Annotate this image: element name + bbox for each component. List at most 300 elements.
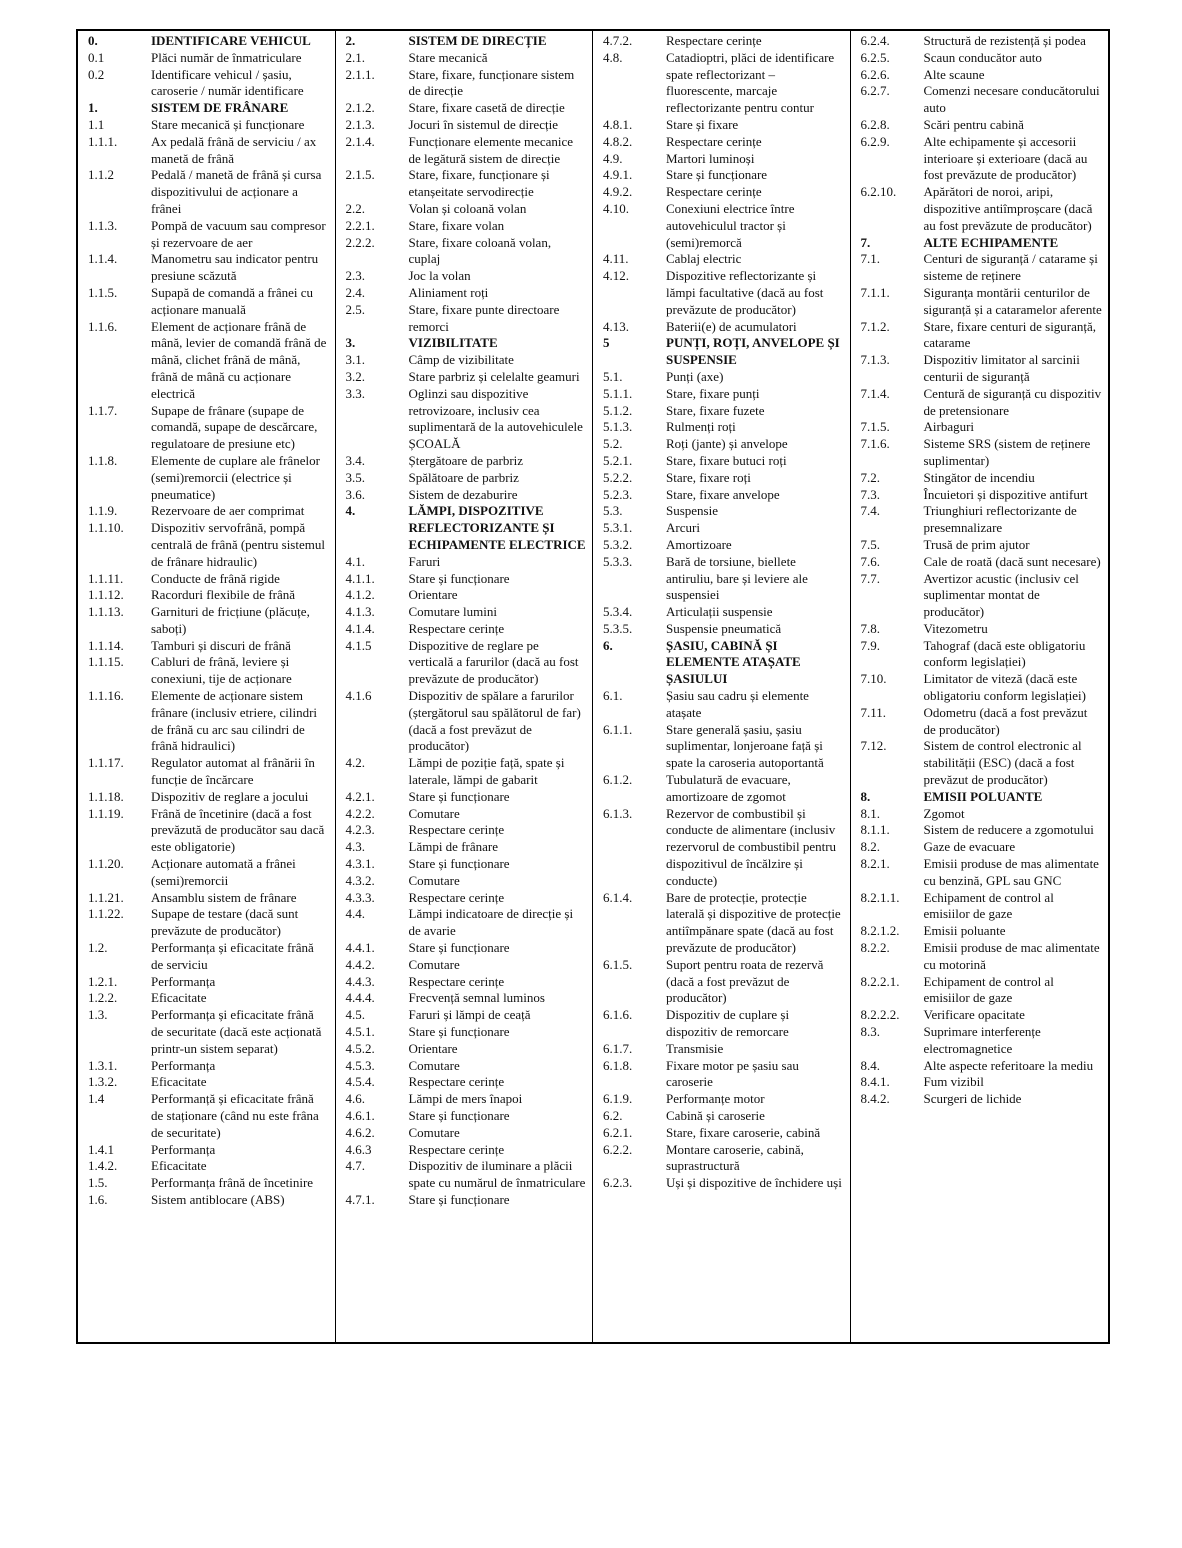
item-number: 7.12. xyxy=(860,738,887,754)
item-number: 0.1 xyxy=(88,49,105,65)
section-heading-row xyxy=(88,33,329,50)
item-number: 1.1.20. xyxy=(88,856,124,872)
item-number: 1. xyxy=(88,100,98,116)
item-number: 4.1.2. xyxy=(345,587,375,603)
table-row xyxy=(861,487,1103,504)
item-number: 4.8.1. xyxy=(603,116,633,132)
item-text: Rezervor de combustibil și conducte de alimentare (inclusiv rezervorul de combustibil pentru dispozitivul de încălzire și conducte) xyxy=(666,805,837,888)
table-row xyxy=(603,201,844,251)
item-text: Trusă de prim ajutor xyxy=(923,536,1030,552)
item-text: Lămpi de mers înapoi xyxy=(408,1091,523,1107)
item-number: 1.1.9. xyxy=(88,503,118,519)
item-number: 5.2.2. xyxy=(603,469,633,485)
item-text: Faruri și lămpi de ceață xyxy=(408,1007,531,1023)
table-row xyxy=(346,100,587,117)
item-text: Spălătoare de parbriz xyxy=(408,469,519,485)
item-text: Sistem de dezaburire xyxy=(408,486,518,502)
item-text: Stare, fixare, funcționare și etanșeitate servodirecție xyxy=(408,167,550,200)
item-number: 7.1.4. xyxy=(860,385,890,401)
table-row xyxy=(861,1024,1103,1058)
item-number: 5.1.1. xyxy=(603,385,633,401)
item-text: Stare, fixare roți xyxy=(666,469,751,485)
item-text: Comutare xyxy=(408,872,460,888)
item-number: 7.6. xyxy=(860,553,880,569)
table-row xyxy=(88,1007,329,1057)
item-number: 1.3. xyxy=(88,1007,108,1023)
item-text: Pedală / manetă de frână și cursa dispozitivului de acționare a frânei xyxy=(151,167,322,216)
item-number: 8.1. xyxy=(860,805,880,821)
item-text: Gaze de evacuare xyxy=(923,839,1016,855)
table-row xyxy=(346,940,587,957)
table-row xyxy=(861,537,1103,554)
item-number: 1.1.1. xyxy=(88,133,118,149)
item-number: 6.1.9. xyxy=(603,1091,633,1107)
item-text: LĂMPI, DISPOZITIVE REFLECTORIZANTE ȘI ECHIPAMENTE ELECTRICE xyxy=(408,503,586,552)
table-row xyxy=(88,890,329,907)
item-text: Limitator de viteză (dacă este obligatoriu conform legislației) xyxy=(923,671,1086,704)
table-row xyxy=(88,688,329,755)
table-row xyxy=(603,604,844,621)
item-number: 6.2.4. xyxy=(860,33,890,48)
item-number: 1.1.18. xyxy=(88,788,124,804)
item-number: 1.1.17. xyxy=(88,755,124,771)
table-row xyxy=(861,67,1103,84)
table-row xyxy=(346,134,587,168)
table-row xyxy=(88,1142,329,1159)
item-text: Element de acționare frână de mână, levier de comandă frână de mână, clichet frână de mână, frână de mână cu acționare electrică xyxy=(151,318,327,401)
table-row xyxy=(346,974,587,991)
table-row xyxy=(603,184,844,201)
table-row xyxy=(603,50,844,117)
item-text: Șasiu sau cadru și elemente atașate xyxy=(666,688,809,720)
table-row xyxy=(88,974,329,991)
item-number: 4.2.3. xyxy=(345,822,375,838)
item-text: Joc la volan xyxy=(408,268,471,284)
item-number: 2.1.3. xyxy=(345,116,375,132)
table-row xyxy=(861,671,1103,705)
item-number: 1.1.16. xyxy=(88,688,124,704)
item-number: 1.2. xyxy=(88,940,108,956)
item-text: Stare și funcționare xyxy=(666,167,768,183)
table-row xyxy=(603,503,844,520)
item-text: ȘASIU, CABINĂ ȘI ELEMENTE ATAȘATE ȘASIULUI xyxy=(666,637,801,687)
item-number: 2.1.4. xyxy=(345,133,375,149)
table-row xyxy=(88,251,329,285)
item-text: Pompă de vacuum sau compresor și rezervoare de aer xyxy=(151,217,326,250)
item-number: 4.1.4. xyxy=(345,620,375,636)
table-row xyxy=(346,201,587,218)
table-row xyxy=(861,503,1103,537)
table-row xyxy=(346,1058,587,1075)
item-number: 4.11. xyxy=(603,251,629,267)
item-text: Comutare xyxy=(408,1057,460,1073)
item-text: Performanța și eficacitate frână de serviciu xyxy=(151,940,314,972)
section-heading-row xyxy=(346,33,587,50)
item-text: Suport pentru roata de rezervă (dacă a fost prevăzut de producător) xyxy=(666,956,824,1006)
item-text: Bare de protecție, protecție laterală și dispozitive de protecție antiîmpănare spate (dacă au fost prevăzute de producător) xyxy=(666,889,841,956)
item-number: 3.2. xyxy=(345,368,365,384)
table-row xyxy=(346,285,587,302)
table-row xyxy=(861,571,1103,621)
table-row xyxy=(346,167,587,201)
table-row xyxy=(346,890,587,907)
item-text: Verificare opacitate xyxy=(923,1007,1025,1023)
table-row xyxy=(861,285,1103,319)
item-number: 7.11. xyxy=(860,704,887,720)
item-number: 4.4.2. xyxy=(345,956,375,972)
item-text: Avertizor acustic (inclusiv cel suplimentar montat de producător) xyxy=(923,570,1079,620)
item-text: Comutare lumini xyxy=(408,604,497,620)
item-text: Volan și coloană volan xyxy=(408,200,527,216)
item-number: 8.2.1.2. xyxy=(860,923,900,939)
item-number: 4.4.1. xyxy=(345,940,375,956)
item-number: 4.9.2. xyxy=(603,184,633,200)
table-row xyxy=(346,453,587,470)
item-text: Stare, fixare punte directoare remorci xyxy=(408,301,560,334)
item-number: 6.1.7. xyxy=(603,1040,633,1056)
item-text: Dispozitiv de iluminare a plăcii spate cu numărul de înmatriculare xyxy=(408,1158,586,1191)
item-text: Suspensie xyxy=(666,503,718,519)
item-number: 5.3.3. xyxy=(603,553,633,569)
table-row xyxy=(603,436,844,453)
item-text: Stare și funcționare xyxy=(408,856,510,872)
item-text: Performanța frână de încetinire xyxy=(151,1175,314,1191)
item-number: 4.5.3. xyxy=(345,1057,375,1073)
table-row xyxy=(603,1142,844,1176)
item-text: Stare, fixare coloană volan, cuplaj xyxy=(408,234,552,267)
table-row xyxy=(346,1041,587,1058)
table-row xyxy=(603,957,844,1007)
item-text: Respectare cerințe xyxy=(408,889,505,905)
table-row xyxy=(346,67,587,101)
item-number: 1.1.19. xyxy=(88,805,124,821)
table-row xyxy=(603,470,844,487)
item-number: 2.1.2. xyxy=(345,100,375,116)
table-row xyxy=(603,520,844,537)
item-number: 4.3.1. xyxy=(345,856,375,872)
table-column-3 xyxy=(593,31,851,1342)
table-row xyxy=(861,50,1103,67)
item-text: Dispozitiv servofrână, pompă centrală de frână (pentru sistemul de frânare hidraulic) xyxy=(151,520,325,569)
item-number: 1.1.7. xyxy=(88,402,118,418)
item-number: 1.4.2. xyxy=(88,1158,118,1174)
item-number: 8.2.1. xyxy=(860,856,890,872)
item-text: IDENTIFICARE VEHICUL xyxy=(151,33,311,48)
table-row xyxy=(346,1074,587,1091)
item-text: Roți (jante) și anvelope xyxy=(666,436,788,452)
item-text: Performanța și eficacitate frână de securitate (dacă este acționată printr-un sistem separat) xyxy=(151,1007,322,1056)
item-text: Acționare automată a frânei (semi)remorcii xyxy=(151,856,296,888)
item-text: Echipament de control al emisiilor de gaze xyxy=(923,889,1054,922)
table-row xyxy=(603,453,844,470)
table-row xyxy=(346,487,587,504)
table-row xyxy=(346,822,587,839)
item-number: 1.6. xyxy=(88,1191,108,1207)
item-text: Centuri de siguranță / catarame și sisteme de reținere xyxy=(923,251,1098,284)
item-text: Alte scaune xyxy=(923,66,985,82)
table-row xyxy=(88,167,329,217)
item-text: Stare și funcționare xyxy=(408,570,510,586)
item-number: 5.3.1. xyxy=(603,520,633,536)
item-text: Articulații suspensie xyxy=(666,604,773,620)
item-number: 1.1.15. xyxy=(88,654,124,670)
item-text: Câmp de vizibilitate xyxy=(408,352,514,368)
item-number: 6.2.10. xyxy=(860,184,897,200)
item-text: Baterii(e) de acumulatori xyxy=(666,318,797,334)
item-text: Tahograf (dacă este obligatoriu conform legislației) xyxy=(923,637,1086,670)
item-number: 1.1 xyxy=(88,116,105,132)
item-text: Stare, fixare casetă de direcție xyxy=(408,100,565,116)
table-row xyxy=(603,251,844,268)
item-text: PUNȚI, ROȚI, ANVELOPE ȘI SUSPENSIE xyxy=(666,335,840,368)
item-text: Respectare cerințe xyxy=(408,973,505,989)
item-text: Cablaj electric xyxy=(666,251,742,267)
table-row xyxy=(603,554,844,604)
item-number: 4.1.3. xyxy=(345,604,375,620)
item-number: 7.1.3. xyxy=(860,352,890,368)
item-number: 2.2. xyxy=(345,200,365,216)
table-row xyxy=(603,772,844,806)
item-text: Lămpi de poziție față, spate și laterale, lămpi de gabarit xyxy=(408,755,565,788)
table-row xyxy=(346,806,587,823)
item-number: 4.6.2. xyxy=(345,1124,375,1140)
item-text: Structură de rezistență și podea xyxy=(923,33,1086,48)
item-number: 1.1.12. xyxy=(88,587,124,603)
item-number: 4.4.3. xyxy=(345,973,375,989)
item-number: 4.1.5 xyxy=(345,637,372,653)
item-number: 8.3. xyxy=(860,1024,880,1040)
item-text: Lămpi de frânare xyxy=(408,839,499,855)
item-number: 4.1. xyxy=(345,553,365,569)
item-number: 7.9. xyxy=(860,637,880,653)
item-text: Dispozitive reflectorizante și lămpi facultative (dacă au fost prevăzute de producător) xyxy=(666,268,824,317)
table-row xyxy=(88,638,329,655)
table-row xyxy=(346,218,587,235)
table-row xyxy=(346,302,587,336)
item-number: 1.5. xyxy=(88,1175,108,1191)
item-text: Cabină și caroserie xyxy=(666,1108,765,1123)
item-text: Racorduri flexibile de frână xyxy=(151,587,296,603)
item-text: Sistem antiblocare (ABS) xyxy=(151,1191,285,1207)
table-row xyxy=(88,117,329,134)
table-row xyxy=(346,755,587,789)
table-row xyxy=(603,419,844,436)
item-number: 4.10. xyxy=(603,200,629,216)
item-number: 4.2.2. xyxy=(345,805,375,821)
item-text: Stare și funcționare xyxy=(408,1191,510,1207)
table-row xyxy=(88,789,329,806)
item-text: Dispozitiv de spălare a farurilor (ștergătorul sau spălătorul de far) (dacă a fost prevăzut de producător) xyxy=(408,688,581,754)
item-number: 2.1. xyxy=(345,49,365,65)
item-number: 4.3. xyxy=(345,839,365,855)
item-text: Elemente de cuplare ale frânelor (semi)remorcii (electrice și pneumatice) xyxy=(151,452,320,502)
table-row xyxy=(603,117,844,134)
table-row xyxy=(88,604,329,638)
item-number: 4.9. xyxy=(603,150,623,166)
item-text: Emisii produse de mas alimentate cu benzină, GPL sau GNC xyxy=(923,856,1099,888)
item-text: Identificare vehicul / șasiu, caroserie / număr identificare xyxy=(151,66,304,99)
item-number: 4.5. xyxy=(345,1007,365,1023)
table-row xyxy=(88,1074,329,1091)
item-number: 4.5.4. xyxy=(345,1074,375,1090)
table-row xyxy=(88,990,329,1007)
table-row xyxy=(88,1175,329,1192)
item-number: 4.4.4. xyxy=(345,990,375,1006)
item-number: 4.5.1. xyxy=(345,1024,375,1040)
item-number: 5.2.1. xyxy=(603,452,633,468)
item-number: 6.2.5. xyxy=(860,49,890,65)
item-number: 6.1.4. xyxy=(603,889,633,905)
item-text: Stingător de incendiu xyxy=(923,469,1035,485)
item-text: Cabluri de frână, leviere și conexiuni, tije de acționare xyxy=(151,654,292,687)
item-text: Stare și funcționare xyxy=(408,1108,510,1123)
table-row xyxy=(603,1058,844,1092)
item-number: 7. xyxy=(860,234,871,250)
table-row xyxy=(861,621,1103,638)
item-number: 1.1.4. xyxy=(88,251,118,267)
table-row xyxy=(603,722,844,772)
item-number: 4.3.3. xyxy=(345,889,375,905)
item-number: 1.3.1. xyxy=(88,1057,118,1073)
item-number: 4.8.2. xyxy=(603,133,633,149)
table-row xyxy=(346,856,587,873)
table-row xyxy=(346,268,587,285)
table-row xyxy=(346,235,587,269)
table-row xyxy=(346,1142,587,1159)
item-text: Regulator automat al frânării în funcție de încărcare xyxy=(151,755,315,788)
table-row xyxy=(603,487,844,504)
item-text: Respectare cerințe xyxy=(666,33,762,48)
item-text: Manometru sau indicator pentru presiune scăzută xyxy=(151,251,319,284)
item-text: Ax pedală frână de serviciu / ax manetă de frână xyxy=(151,133,317,166)
item-number: 6.1.8. xyxy=(603,1057,633,1073)
item-number: 6. xyxy=(603,637,613,653)
item-number: 5.3.4. xyxy=(603,604,633,620)
item-number: 7.7. xyxy=(860,570,880,586)
item-number: 1.2.2. xyxy=(88,990,118,1006)
table-row xyxy=(861,386,1103,420)
item-text: Stare și funcționare xyxy=(408,788,510,804)
table-row xyxy=(346,369,587,386)
item-text: Bară de torsiune, biellete antiruliu, bare și leviere ale suspensiei xyxy=(666,553,808,603)
item-number: 8.2.2.2. xyxy=(860,1007,900,1023)
item-text: Garnituri de fricțiune (plăcuțe, saboți) xyxy=(151,604,310,636)
item-text: Performanța xyxy=(151,1057,216,1073)
item-text: Alte aspecte referitoare la mediu xyxy=(923,1057,1094,1073)
item-number: 8.2.1.1. xyxy=(860,889,900,905)
item-number: 4.1.6 xyxy=(345,688,372,704)
item-number: 6.2.2. xyxy=(603,1141,633,1157)
item-text: Uși și dispozitive de închidere uși xyxy=(666,1175,842,1191)
table-row xyxy=(346,1192,587,1209)
item-text: Conexiuni electrice între autovehiculul tractor și (semi)remorcă xyxy=(666,200,795,250)
item-text: Comenzi necesare conducătorului auto xyxy=(923,83,1100,116)
item-number: 4.7.2. xyxy=(603,33,633,48)
item-text: Airbaguri xyxy=(923,419,975,435)
table-row xyxy=(861,419,1103,436)
item-text: Respectare cerințe xyxy=(408,1074,505,1090)
table-row xyxy=(861,806,1103,823)
table-row xyxy=(861,184,1103,234)
table-row xyxy=(603,319,844,336)
item-number: 8. xyxy=(860,788,871,804)
item-text: Stare, fixare punți xyxy=(666,385,760,401)
table-row xyxy=(603,167,844,184)
table-row xyxy=(861,1058,1103,1075)
table-row xyxy=(861,1091,1103,1108)
table-row xyxy=(861,352,1103,386)
item-number: 4.6. xyxy=(345,1091,365,1107)
item-text: Respectare cerințe xyxy=(666,133,762,149)
item-number: 6.1.3. xyxy=(603,805,633,821)
item-text: Stare mecanică xyxy=(408,49,488,65)
item-number: 3.1. xyxy=(345,352,365,368)
item-text: Montare caroserie, cabină, suprastructură xyxy=(666,1141,804,1174)
item-text: Jocuri în sistemul de direcție xyxy=(408,116,558,132)
item-number: 6.2.8. xyxy=(860,116,890,132)
item-number: 1.1.3. xyxy=(88,217,118,233)
table-row xyxy=(88,654,329,688)
item-text: Dispozitiv limitator al sarcinii centurii de siguranță xyxy=(923,352,1080,384)
item-number: 2. xyxy=(345,33,356,48)
table-row xyxy=(346,1024,587,1041)
item-text: Sistem de control electronic al stabilității (ESC) (dacă a fost prevăzut de producător) xyxy=(923,738,1082,788)
table-row xyxy=(88,1158,329,1175)
item-text: Stare și funcționare xyxy=(408,940,510,956)
item-number: 6.1.5. xyxy=(603,956,633,972)
table-row xyxy=(88,319,329,403)
item-text: Suprimare interferențe electromagnetice xyxy=(923,1024,1041,1056)
table-row xyxy=(861,705,1103,739)
item-text: Sistem de reducere a zgomotului xyxy=(923,822,1094,838)
table-row xyxy=(603,806,844,890)
item-text: Siguranța montării centurilor de siguranță și a cataramelor aferente xyxy=(923,284,1102,317)
table-row xyxy=(603,1007,844,1041)
table-row xyxy=(346,604,587,621)
table-row xyxy=(88,755,329,789)
table-column-1 xyxy=(78,31,336,1342)
table-row xyxy=(603,1125,844,1142)
item-number: 1.1.2 xyxy=(88,167,114,183)
item-text: Supape de frânare (supape de comandă, supape de descărcare, regulatoare de presiune etc) xyxy=(151,402,318,452)
item-text: Respectare cerințe xyxy=(666,184,762,200)
item-text: Suspensie pneumatică xyxy=(666,620,782,636)
item-text: Eficacitate xyxy=(151,990,207,1006)
item-number: 1.1.11. xyxy=(88,570,124,586)
table-row xyxy=(346,1158,587,1192)
table-row xyxy=(88,50,329,67)
table-row xyxy=(346,50,587,67)
table-row xyxy=(346,688,587,755)
item-text: Elemente de acționare sistem frânare (inclusiv etriere, cilindri de frână cu arc sau cilindri de frână hidraulici) xyxy=(151,688,318,754)
item-text: Eficacitate xyxy=(151,1158,207,1174)
item-text: Frână de încetinire (dacă a fost prevăzută de producător sau dacă este obligatorie) xyxy=(151,805,325,855)
item-text: Catadioptri, plăci de identificare spate reflectorizant – fluorescente, marcaje reflectorizante pentru contur xyxy=(666,49,835,116)
item-number: 5.2.3. xyxy=(603,486,633,502)
table-row xyxy=(861,134,1103,184)
table-row xyxy=(346,906,587,940)
item-number: 7.1.1. xyxy=(860,284,890,300)
item-text: Lămpi indicatoare de direcție și de avarie xyxy=(408,906,574,939)
table-row xyxy=(346,554,587,571)
item-number: 3.5. xyxy=(345,469,365,485)
item-text: Performanța xyxy=(151,1141,216,1157)
item-number: 4.13. xyxy=(603,318,629,334)
table-row xyxy=(346,1108,587,1125)
item-number: 3.4. xyxy=(345,452,365,468)
item-number: 1.1.22. xyxy=(88,906,124,922)
item-text: Performanța xyxy=(151,973,216,989)
